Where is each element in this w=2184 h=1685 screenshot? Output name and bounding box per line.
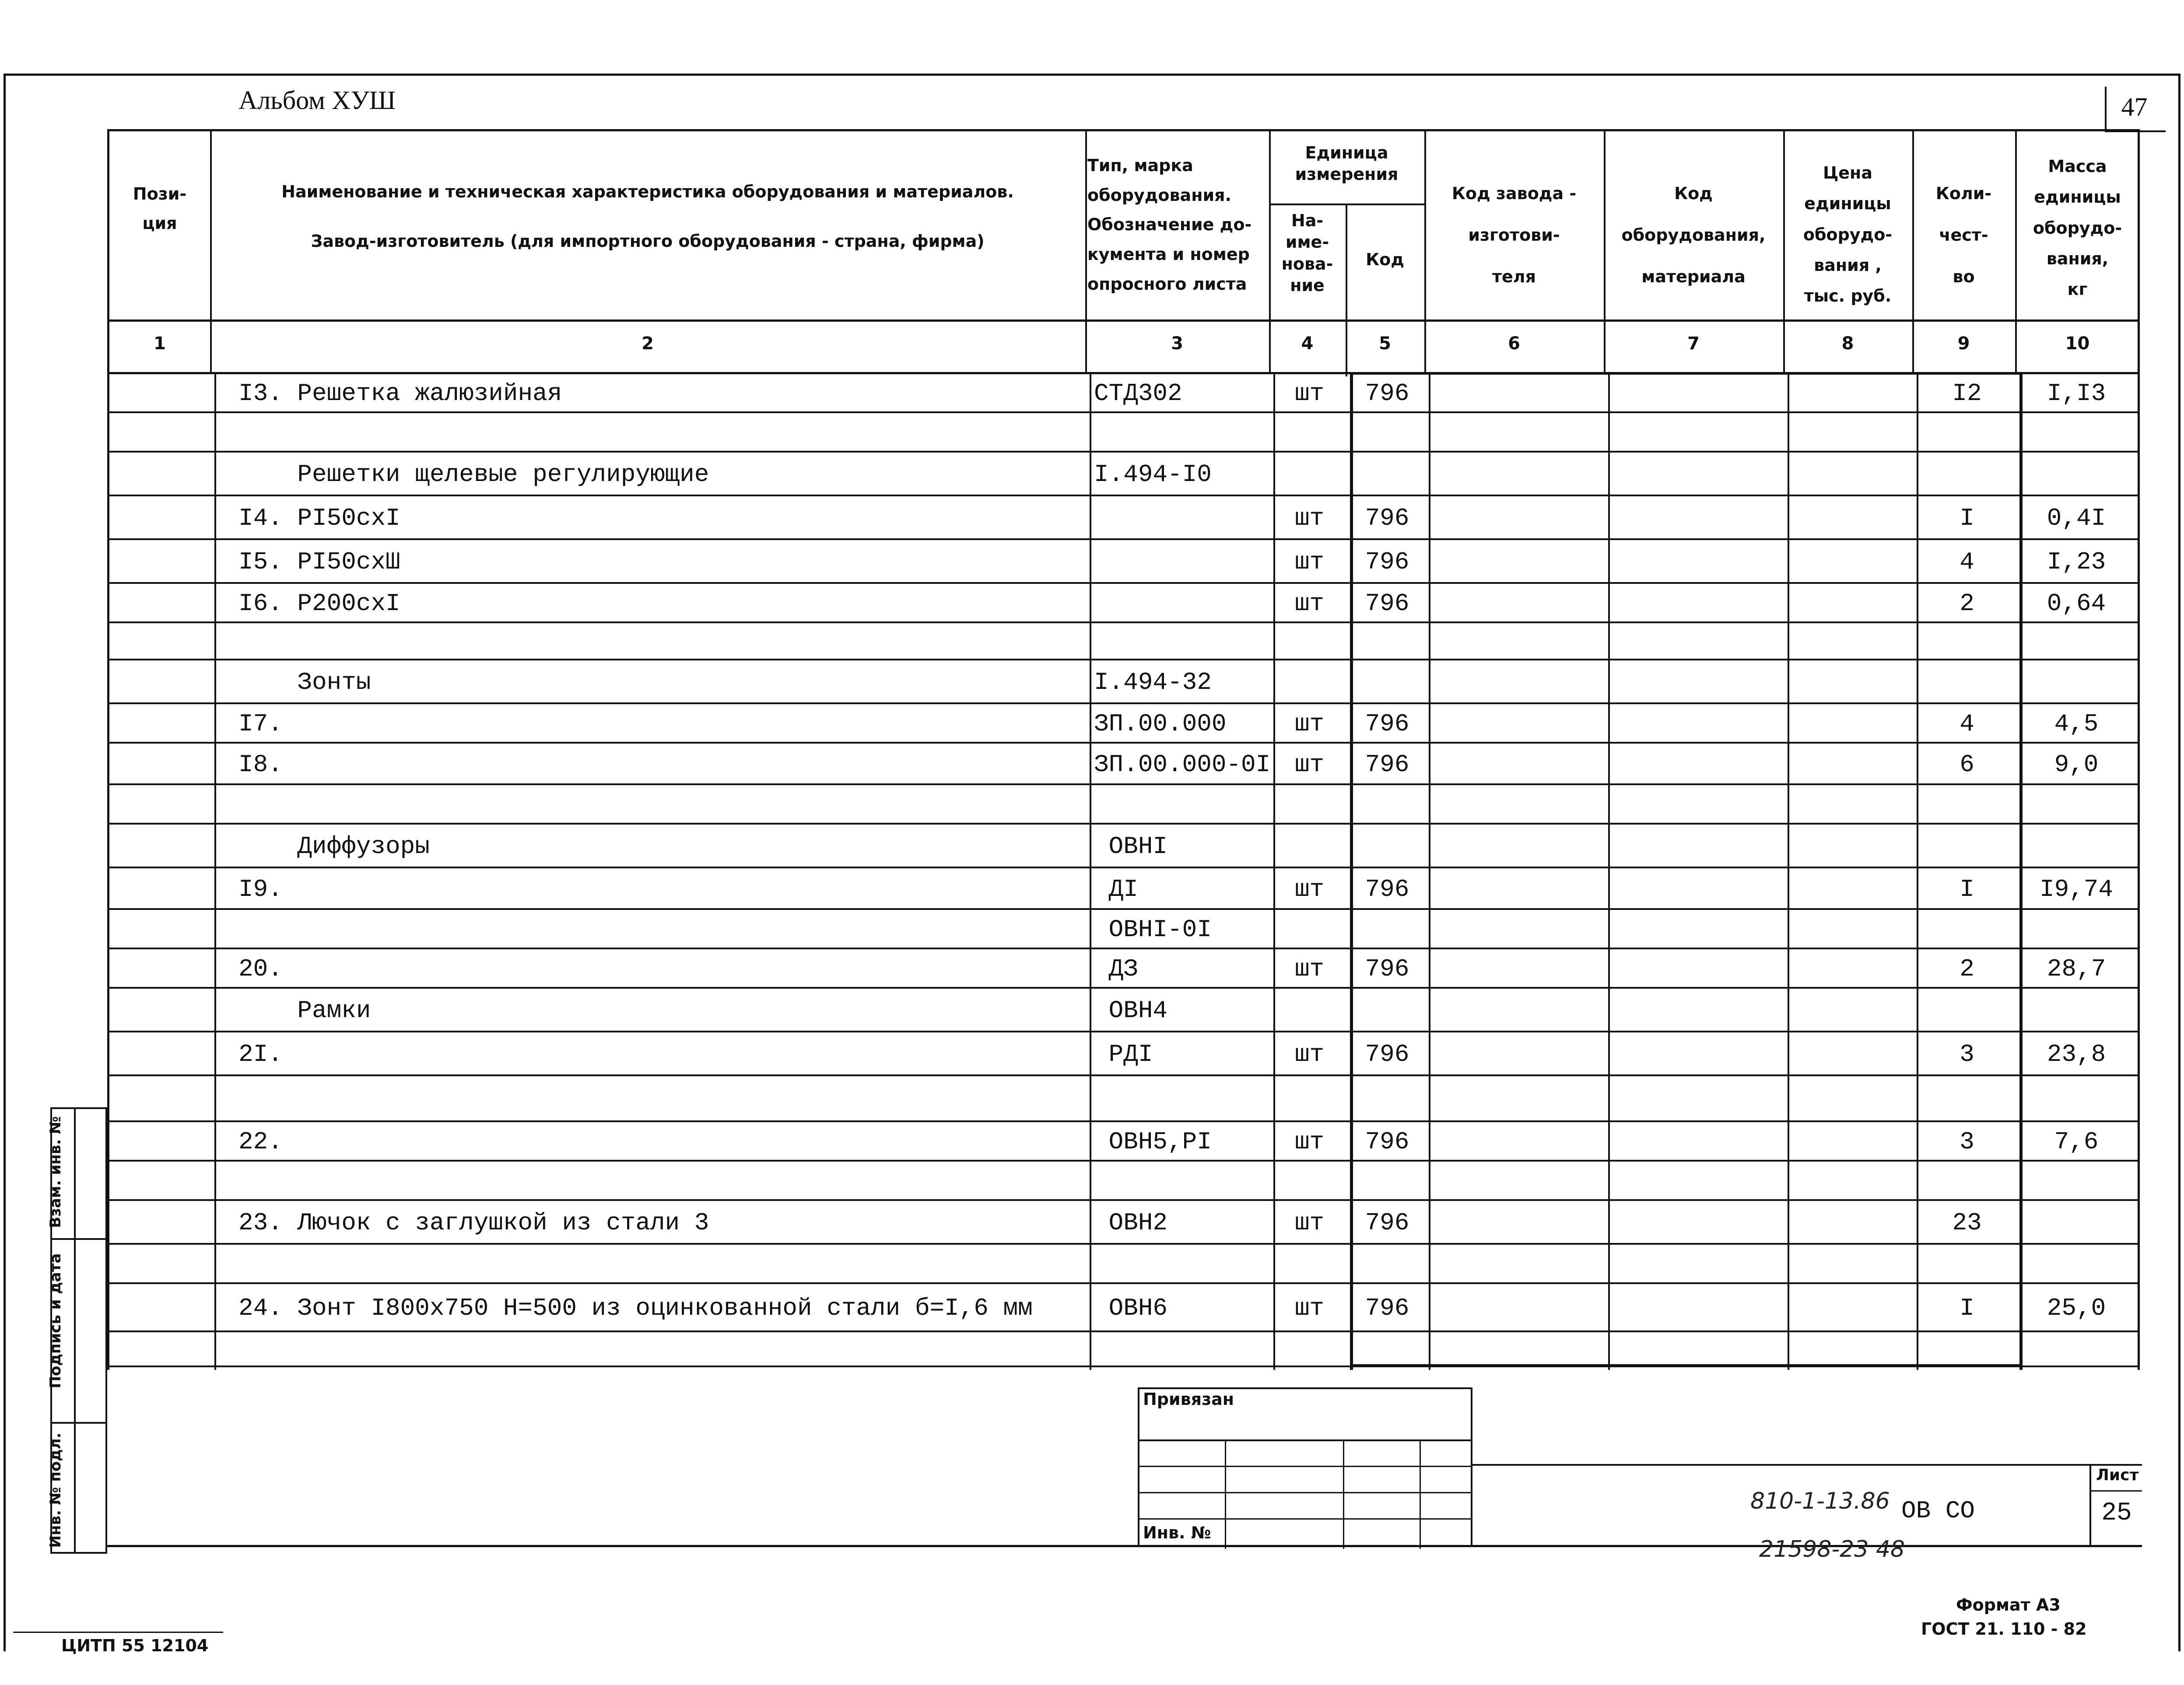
col-number-5: 5 [1379,333,1391,354]
item-mass: 0,64 [2047,590,2106,618]
item-type: СТД302 [1094,379,1182,407]
item-code: 796 [1365,955,1409,983]
item-name: 2I. [238,1040,283,1068]
item-quantity: 3 [1960,1128,1974,1156]
item-type: РДI [1094,1040,1153,1068]
item-unit: шт [1294,1040,1325,1068]
col-9-header: Коли- чест- во [1935,184,1992,286]
item-quantity: 6 [1960,750,1974,779]
stamp-sheet-divider [2089,1490,2142,1492]
side-label-podpis: Подпись и дата [47,1253,64,1389]
item-quantity: I [1960,504,1974,532]
table-row [0,1282,2184,1330]
item-quantity: 4 [1960,710,1974,738]
table-row [0,702,2184,742]
stamp-archive-handwritten: 21598-23 48 [1759,1536,1905,1562]
stamp-doc-code-handwritten: 810-1-13.86 [1750,1488,1890,1514]
item-code: 796 [1365,590,1409,618]
table-row [0,582,2184,621]
item-code: 796 [1365,548,1409,576]
table-row [0,948,2184,987]
col-number-6: 6 [1508,333,1520,354]
item-name: I8. [238,750,283,779]
row-divider [107,1366,2140,1367]
item-mass: 4,5 [2054,710,2099,738]
item-type: ДI [1094,875,1138,903]
item-code: 796 [1365,1040,1409,1068]
col-1-header: Пози- ция [133,184,187,233]
table-row [0,1243,2184,1282]
table-row [0,538,2184,582]
item-unit: шт [1294,379,1325,407]
album-title: Альбом ХУШ [238,86,396,115]
item-code: 796 [1365,710,1409,738]
item-name: 24. Зонт I800x750 H=500 из оцинкованной стали б=I,6 мм [238,1294,1033,1322]
col-4-header: На- име- нова- ние [1281,211,1333,295]
col-number-2: 2 [642,333,654,354]
table-row [0,372,2184,411]
item-quantity: 4 [1960,548,1974,576]
item-type: ЗП.00.000-0I [1094,750,1271,779]
col-number-7: 7 [1687,333,1700,354]
item-type: ОВНI [1094,832,1168,860]
item-type: I.494-32 [1094,668,1212,696]
item-name: 23. Лючок с заглушкой из стали 3 [238,1209,709,1237]
table-row [0,451,2184,495]
item-code: 796 [1365,504,1409,532]
item-quantity: 2 [1960,955,1974,983]
table-row [0,867,2184,908]
item-mass: 25,0 [2047,1294,2106,1322]
table-row [0,659,2184,702]
table-row [0,1031,2184,1074]
col-5-header: Код [1366,250,1404,269]
stamp-title-line [1472,1464,2142,1466]
footer-left-line [13,1632,223,1633]
item-unit: шт [1294,875,1325,903]
item-code: 796 [1365,1294,1409,1322]
item-unit: шт [1294,1294,1325,1322]
item-unit: шт [1294,750,1325,779]
item-mass: 9,0 [2054,750,2099,779]
table-row [0,1160,2184,1199]
item-name: Зонты [238,668,371,696]
item-name: Рамки [238,997,371,1025]
item-type: I.494-I0 [1094,460,1212,488]
item-type: ОВН4 [1094,997,1168,1025]
item-unit: шт [1294,590,1325,618]
item-name: 20. [238,955,283,983]
side-label-vzam: Взам. инв. № [47,1116,64,1228]
table-row [0,783,2184,823]
col-10-header: Масса единицы оборудо- вания, кг [2033,157,2122,299]
table-row [0,1074,2184,1120]
col-2-header-line2: Завод-изготовитель (для импортного оборудования - страна, фирма) [311,232,985,251]
item-mass: I9,74 [2039,875,2114,903]
item-name: Диффузоры [238,832,430,860]
item-name: I5. PI50cxШ [238,548,400,576]
table-row [0,1199,2184,1243]
side-label-inv: Инв. № подл. [47,1432,64,1548]
item-unit: шт [1294,955,1325,983]
item-quantity: 2 [1960,590,1974,618]
item-mass: I,23 [2047,548,2106,576]
item-mass: 7,6 [2054,1128,2099,1156]
stamp-doc-code: ОВ СО [1901,1497,1975,1525]
item-name: I6. P200cxI [238,590,400,618]
item-name: 22. [238,1128,283,1156]
item-unit: шт [1294,1128,1325,1156]
item-name: Решетки щелевые регулирующие [238,460,709,488]
col-number-4: 4 [1301,333,1314,354]
col-number-9: 9 [1957,333,1970,354]
table-row [0,621,2184,659]
footer-format: Формат А3 [1956,1595,2061,1615]
item-quantity: I [1960,875,1974,903]
item-code: 796 [1365,875,1409,903]
table-row [0,411,2184,451]
col-2-header-line1: Наименование и техническая характеристика оборудования и материалов. [281,182,1014,201]
table-row [0,987,2184,1031]
item-quantity: 23 [1952,1209,1982,1237]
item-quantity: 3 [1960,1040,1974,1068]
footer-gost: ГОСТ 21. 110 - 82 [1921,1619,2087,1639]
col-6-header: Код завода - изготови- теля [1451,184,1577,286]
stamp-privyazan: Привязан [1143,1390,1234,1409]
footer-citp: ЦИТП 55 12104 [61,1636,209,1655]
item-mass: 0,4I [2047,504,2106,532]
item-type: ДЗ [1094,955,1138,983]
item-type: ОВН6 [1094,1294,1168,1322]
item-mass: 23,8 [2047,1040,2106,1068]
item-name: I4. PI50cxI [238,504,400,532]
item-code: 796 [1365,1128,1409,1156]
item-type: ОВН5,PI [1094,1128,1212,1156]
table-row [0,1120,2184,1160]
item-unit: шт [1294,504,1325,532]
col-7-header: Код оборудования, материала [1621,184,1766,286]
col-number-3: 3 [1171,333,1183,354]
stamp-sheet-label: Лист [2096,1466,2139,1484]
item-type: ОВН2 [1094,1209,1168,1237]
item-mass: I,I3 [2047,379,2106,407]
item-unit: шт [1294,548,1325,576]
item-name: I7. [238,710,283,738]
col-3-header: Тип, марка оборудования. Обозначение до- кумента и номер опросного листа [1087,156,1252,294]
col-8-header: Цена единицы оборудо- вания , тыс. руб. [1803,163,1893,306]
item-type: ЗП.00.000 [1094,710,1227,738]
table-row [0,495,2184,538]
item-type: ОВНI-0I [1094,916,1212,944]
item-quantity: I [1960,1294,1974,1322]
item-name: I9. [238,875,283,903]
col-number-8: 8 [1841,333,1854,354]
item-unit: шт [1294,1209,1325,1237]
item-code: 796 [1365,750,1409,779]
col-number-10: 10 [2065,333,2090,354]
item-quantity: I2 [1952,379,1982,407]
stamp-sheet-number: 25 [2101,1499,2132,1527]
table-row [0,742,2184,783]
item-name: I3. Решетка жалюзийная [238,379,562,407]
col-4-group-header: Единица измерения [1295,143,1399,184]
col-number-1: 1 [154,333,166,354]
stamp-inv-no: Инв. № [1143,1523,1211,1542]
table-row [0,823,2184,867]
item-code: 796 [1365,379,1409,407]
table-row [0,908,2184,948]
item-code: 796 [1365,1209,1409,1237]
table-row [0,1330,2184,1366]
item-unit: шт [1294,710,1325,738]
item-mass: 28,7 [2047,955,2106,983]
page-number: 47 [2121,92,2148,121]
